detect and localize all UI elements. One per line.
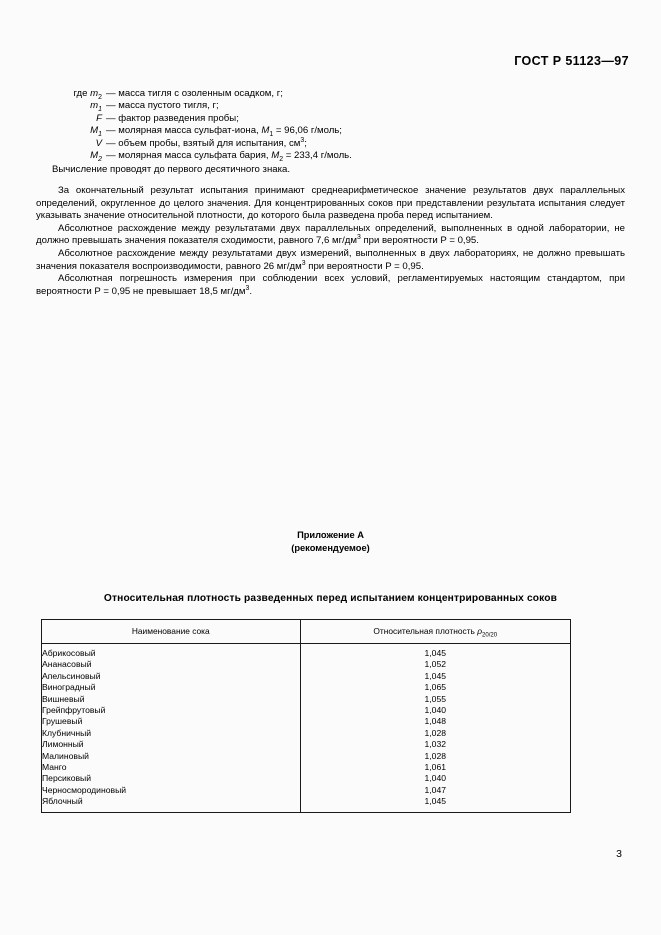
definition-symbol: где $m_2$: [73, 88, 102, 101]
column-header-juice-name: Наименование сока: [42, 620, 301, 644]
definition-symbol: $M_2$: [90, 150, 102, 164]
juice-density-table: [41, 619, 571, 813]
table-row: [42, 739, 571, 750]
cell-density-value: 1,047: [300, 785, 570, 796]
definition-row: [36, 150, 626, 162]
cell-juice-name: Клубничный: [42, 728, 301, 739]
rho-symbol: ρ: [477, 626, 483, 636]
table-header-row: [42, 620, 571, 644]
table-row: [42, 694, 571, 705]
cell-density-value: 1,045: [300, 796, 570, 812]
appendix-heading: [0, 529, 661, 554]
cell-juice-name: Лимонный: [42, 739, 301, 750]
paragraph-reproducibility: Абсолютное расхождение между результатами двух измерений, выполненных в двух лабораториях, не должно превышать значения показателя воспроизводимости, равного 26 $мг/дм^3$ при вероятности P = 0,95.: [36, 247, 625, 272]
page-number: 3: [616, 848, 622, 860]
definition-text: — масса пустого тигля, г;: [106, 100, 219, 112]
table-row: [42, 644, 571, 660]
appendix-subtitle: (рекомендуемое): [291, 542, 370, 553]
table-row: [42, 728, 571, 739]
table-row: [42, 751, 571, 762]
definition-symbol: $M_1$: [90, 125, 102, 139]
definition-text: — объем пробы, взятый для испытания, $см^3$;: [106, 136, 307, 149]
definition-symbol: F: [96, 112, 102, 124]
cell-juice-name: Ананасовый: [42, 659, 301, 670]
calculation-note: Вычисление проводят до первого десятичного знака.: [52, 164, 290, 175]
definition-row: [36, 125, 626, 137]
paragraph-final-result: За окончательный результат испытания принимают среднеарифметическое значение результатов двух параллельных определений, округленное до целого значения. Для концентрированных соков при представлении результата испытания следует указывать значение относительной плотности, до которого была разведена проба перед испытанием.: [36, 185, 625, 222]
appendix-title: Приложение А: [297, 530, 364, 540]
table-row: [42, 785, 571, 796]
definition-row: [36, 88, 626, 100]
definition-text: — молярная масса сульфат-иона, $M_1 = 96,06$ г/моль;: [106, 125, 342, 139]
definition-row: [36, 100, 626, 112]
cell-juice-name: Грейпфрутовый: [42, 705, 301, 716]
cell-density-value: 1,061: [300, 762, 570, 773]
cell-juice-name: Персиковый: [42, 773, 301, 784]
variable-definitions: [36, 88, 626, 163]
cell-density-value: 1,055: [300, 694, 570, 705]
definition-row: [36, 138, 626, 150]
table-row: [42, 796, 571, 812]
cell-density-value: 1,045: [300, 671, 570, 682]
cell-juice-name: Вишневый: [42, 694, 301, 705]
paragraph-repeatability: Абсолютное расхождение между результатами двух параллельных определений, выполненных в одной лаборатории, не должно превышать значения показателя сходимости, равного 7,6 $мг/дм^3$ при вероятности P = 0,95.: [36, 222, 625, 247]
table-row: [42, 716, 571, 727]
cell-density-value: 1,040: [300, 773, 570, 784]
column-header-relative-density: Относительная плотность $\rho_{20/20}$: [300, 620, 570, 644]
table-caption: Относительная плотность разведенных перед испытанием концентрированных соков: [103, 593, 558, 604]
cell-juice-name: Абрикосовый: [42, 644, 301, 660]
table-row: [42, 705, 571, 716]
definition-row: [36, 113, 626, 125]
cell-juice-name: Черносмородиновый: [42, 785, 301, 796]
cell-density-value: 1,045: [300, 644, 570, 660]
cell-density-value: 1,040: [300, 705, 570, 716]
table-row: [42, 671, 571, 682]
table-row: [42, 659, 571, 670]
definition-text: — молярная масса сульфата бария, $M_2 = 233,4$ г/моль.: [106, 150, 352, 164]
cell-juice-name: Манго: [42, 762, 301, 773]
table-row: [42, 762, 571, 773]
table-row: [42, 682, 571, 693]
definition-symbol: V: [95, 137, 102, 149]
cell-density-value: 1,028: [300, 751, 570, 762]
definition-text: — фактор разведения пробы;: [106, 112, 239, 124]
table-body: [42, 644, 571, 813]
standard-number-header: ГОСТ Р 51123—97: [514, 54, 629, 68]
cell-juice-name: Малиновый: [42, 751, 301, 762]
cell-density-value: 1,028: [300, 728, 570, 739]
cell-juice-name: Виноградный: [42, 682, 301, 693]
cell-juice-name: Грушевый: [42, 716, 301, 727]
definition-text: — масса тигля с озоленным осадком, г;: [106, 88, 283, 99]
cell-density-value: 1,032: [300, 739, 570, 750]
cell-density-value: 1,052: [300, 659, 570, 670]
cell-juice-name: Апельсиновый: [42, 671, 301, 682]
paragraph-absolute-error: Абсолютная погрешность измерения при соблюдении всех условий, регламентируемых настоящим стандартом, при вероятности P = 0,95 не превышает 18,5 $мг/дм^3$.: [36, 273, 625, 297]
table-row: [42, 773, 571, 784]
cell-density-value: 1,048: [300, 716, 570, 727]
definition-symbol: $m_1$: [90, 100, 102, 114]
cell-density-value: 1,065: [300, 682, 570, 693]
body-paragraphs: [36, 185, 625, 298]
cell-juice-name: Яблочный: [42, 796, 301, 812]
